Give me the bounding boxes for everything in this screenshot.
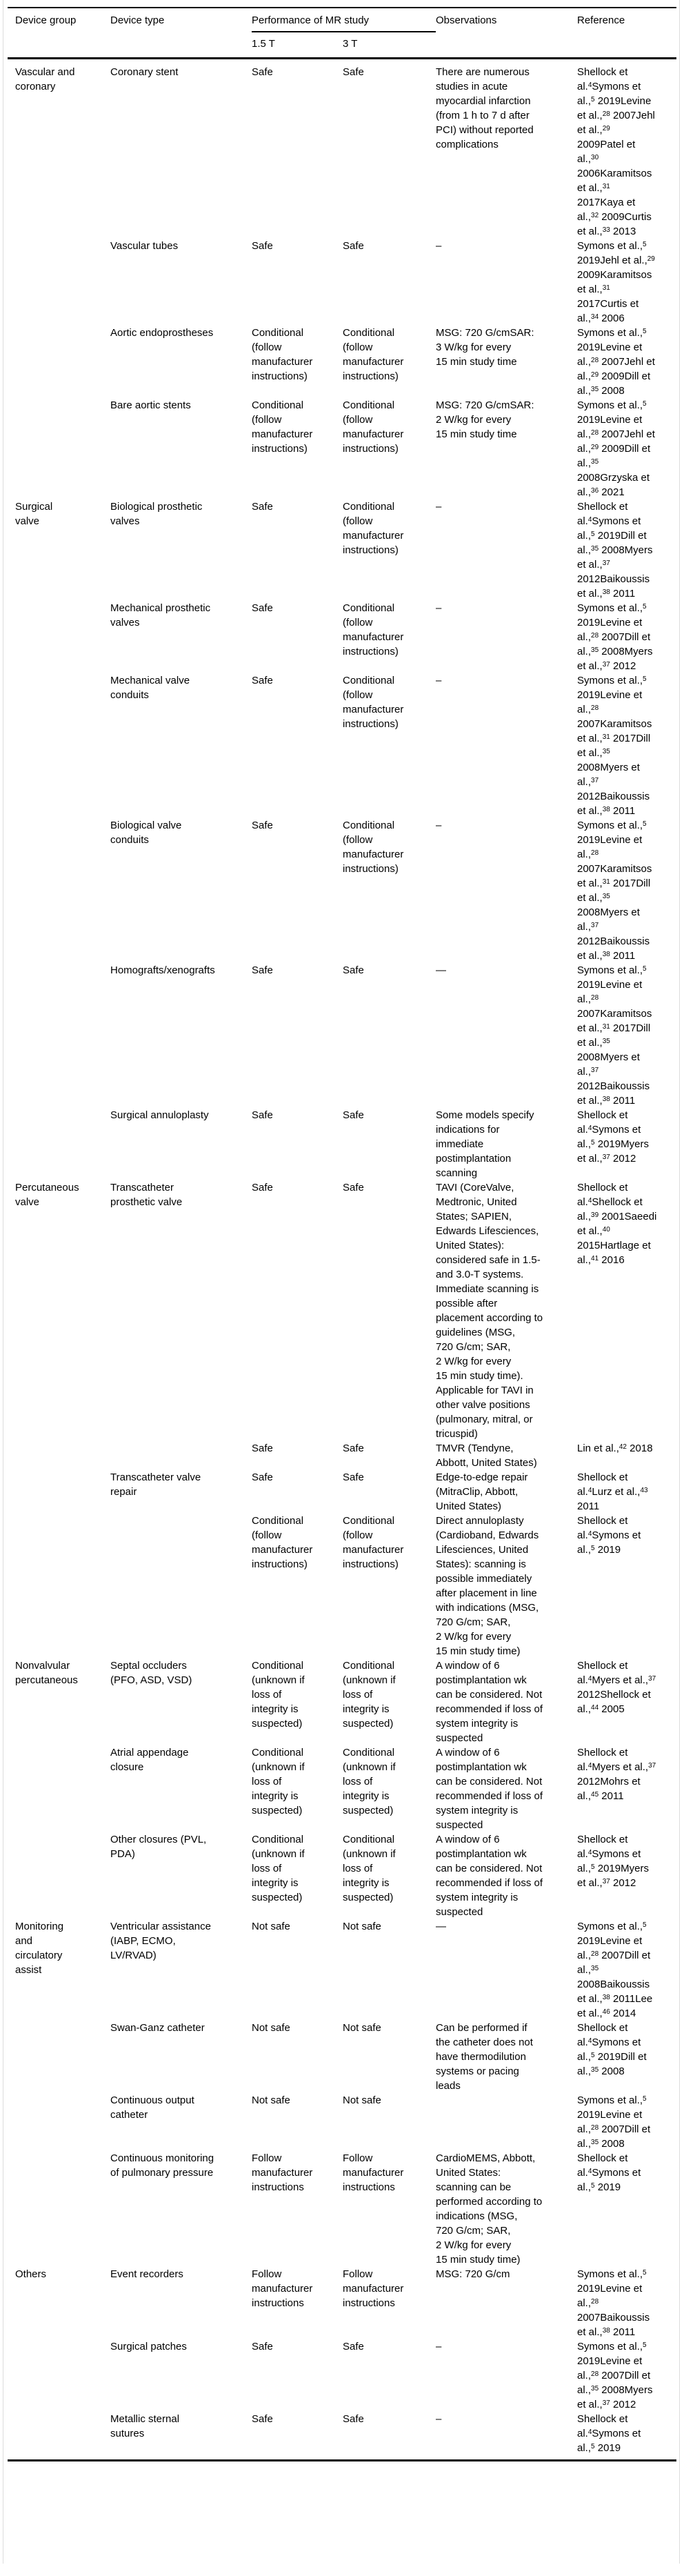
table-row [8,2151,676,2267]
citation-superscript: 5 [591,2443,595,2450]
reference-cell: Symons et al.,$^5$ 2019Levine et al.,$^{28}$ 2007Baikoussis et al.,$^{38}$ 2011 [577,2268,650,2338]
citation-superscript: 28 [591,429,599,437]
header-observations: Observations [436,14,497,26]
mr-3t-cell: Not safe [343,1921,381,1932]
citation-superscript: 4 [587,81,592,89]
citation-superscript: 5 [643,2269,647,2277]
mr-3t-cell: Safe [343,240,364,252]
citation-superscript: 4 [587,1675,592,1683]
citation-superscript: 29 [591,444,599,451]
mr-3t-cell: Follow manufacturer instructions [343,2268,404,2309]
device-type-cell: Homografts/xenografts [110,964,215,976]
citation-superscript: 33 [602,226,610,234]
mr-3t-cell: Conditional (follow manufacturer instructions) [343,602,404,657]
observations-cell: – [436,820,442,831]
mr-1-5t-cell: Safe [252,240,273,252]
citation-superscript: 5 [643,820,647,828]
reference-cell: Symons et al.,$^5$ 2019Levine et al.,$^{28}$ 2007Karamitsos et al.,$^{31}$ 2017Dill et al.,$^{35}$ 2008Myers et al.,$^{37}$ 2012Baikoussis et al.,$^{38}$ 2011 [577,675,652,817]
citation-superscript: 35 [591,1965,599,1972]
device-group-cell [8,601,110,673]
device-type-cell: Continuous monitoring of pulmonary pressure [110,2152,214,2179]
mr-3t-cell: Conditional (follow manufacturer instructions) [343,327,404,382]
reference-cell: Shellock et al.$^4$Symons et al.,$^5$ 2019Levine et al.,$^{28}$ 2007Jehl et al.,$^{29}$ 2009Patel et al.,$^{30}$ 2006Karamitsos et al.,$^{31}$ 2017Kaya et al.,$^{32}$ 2009Curtis et al.,$^{33}$ 2013 [577,66,655,237]
mr-3t-cell: Not safe [343,2022,381,2034]
mr-1-5t-cell: Conditional (follow manufacturer instructions) [252,1515,313,1570]
device-table-body [8,59,676,2461]
table-row [8,1745,676,1832]
device-group-cell: Percutaneous valve [15,1182,79,1208]
citation-superscript: 28 [602,110,610,118]
device-group-cell: Others [15,2268,47,2280]
citation-superscript: 30 [591,154,599,161]
mr-1-5t-cell: Safe [252,675,273,686]
citation-superscript: 5 [643,2341,647,2349]
mr-3t-cell: Safe [343,1443,364,1454]
citation-superscript: 4 [587,1530,592,1538]
citation-superscript: 37 [602,2399,610,2407]
citation-superscript: 46 [602,2008,610,2016]
mr-3t-cell: Follow manufacturer instructions [343,2152,404,2193]
reference-cell: Shellock et al.$^4$Symons et al.,$^5$ 2019 [577,1515,641,1556]
table-row [8,601,676,673]
device-group-cell [8,398,110,499]
table-row [8,499,676,601]
device-type-cell: Mechanical prosthetic valves [110,602,211,628]
reference-cell: Symons et al.,$^5$ 2019Levine et al.,$^{28}$ 2007Jehl et al.,$^{29}$ 2009Dill et al.,$^{35}$ 2008 [577,327,655,397]
citation-superscript: 31 [602,1023,610,1031]
device-type-cell: Transcatheter valve repair [110,1472,201,1498]
citation-superscript: 5 [591,1863,595,1871]
mr-3t-cell: Safe [343,2413,364,2425]
mr-safety-table [8,7,676,2461]
device-group-cell [8,2412,110,2461]
mr-1-5t-cell: Safe [252,964,273,976]
reference-cell: Symons et al.,$^5$ 2019Levine et al.,$^{28}$ 2007Dill et al.,$^{35}$ 2008Myers et al.,$^{37}$ 2012 [577,602,653,672]
table-row [8,1470,676,1514]
citation-superscript: 4 [587,2428,592,2436]
table-row [8,398,676,499]
reference-cell: Lin et al.,$^{42}$ 2018 [577,1443,653,1454]
header-performance-of-mr-study: Performance of MR study [252,8,436,32]
device-group-cell [8,2021,110,2093]
citation-superscript: 37 [591,922,599,929]
table-row [8,1832,676,1919]
table-row [8,1441,676,1470]
reference-cell: Symons et al.,$^5$ 2019Levine et al.,$^{28}$ 2007Dill et al.,$^{35}$ 2008 [577,2094,651,2150]
citation-superscript: 35 [591,386,599,393]
observations-cell: Direct annuloplasty (Cardioband, Edwards Lifesciences, United States): scanning is possible immediately after placement in line with indications (MSG, 720 G/cm; SAR, 2 W/kg for every 15 min study time) [436,1515,539,1657]
device-type-cell: Other closures (PVL, PDA) [110,1834,207,1860]
citation-superscript: 4 [587,1197,592,1205]
observations-cell: TMVR (Tendyne, Abbott, United States) [436,1443,537,1469]
device-group-cell [8,2339,110,2412]
device-type-cell: Mechanical valve conduits [110,675,190,701]
citation-superscript: 38 [602,951,610,958]
mr-1-5t-cell: Conditional (follow manufacturer instructions) [252,399,313,455]
mr-3t-cell: Conditional (unknown if loss of integrity is suspected) [343,1834,396,1903]
citation-superscript: 35 [602,1038,610,1045]
device-type-cell: Septal occluders (PFO, ASD, VSD) [110,1660,192,1686]
device-group-cell [8,1470,110,1514]
table-row [8,2093,676,2151]
mr-1-5t-cell: Safe [252,1109,273,1121]
device-type-cell: Aortic endoprostheses [110,327,214,339]
reference-cell: Shellock et al.$^4$Symons et al.,$^5$ 2019 [577,2413,641,2454]
citation-superscript: 39 [591,1211,599,1219]
mr-3t-cell: Conditional (follow manufacturer instructions) [343,501,404,556]
citation-superscript: 5 [591,1545,595,1552]
citation-superscript: 5 [643,241,647,248]
reference-cell: Shellock et al.$^4$Shellock et al.,$^{39}$ 2001Saeedi et al.,$^{40}$ 2015Hartlage et al.,$^{41}$ 2016 [577,1182,657,1266]
citation-superscript: 4 [587,1762,592,1770]
citation-superscript: 37 [602,1878,610,1885]
reference-cell: Symons et al.,$^5$ 2019Levine et al.,$^{28}$ 2007Jehl et al.,$^{29}$ 2009Dill et al.,$^{35}$ 2008Grzyska et al.,$^{36}$ 2021 [577,399,655,498]
citation-superscript: 37 [591,1067,599,1074]
citation-superscript: 31 [602,878,610,886]
citation-superscript: 28 [591,1950,599,1958]
citation-superscript: 41 [591,1255,599,1262]
citation-superscript: 35 [591,646,599,654]
citation-superscript: 5 [591,1139,595,1147]
observations-cell: A window of 6 postimplantation wk can be considered. Not recommended if loss of system integrity is suspected [436,1834,543,1918]
citation-superscript: 4 [587,2037,592,2045]
device-type-cell: Continuous output catheter [110,2094,194,2121]
citation-superscript: 38 [602,2327,610,2335]
table-row [8,1108,676,1180]
mr-3t-cell: Safe [343,1472,364,1483]
reference-cell: Shellock et al.$^4$Symons et al.,$^5$ 2019Dill et al.,$^{35}$ 2008 [577,2022,647,2077]
device-type-cell: Ventricular assistance (IABP, ECMO, LV/RVAD) [110,1921,211,1961]
device-group-cell [8,818,110,963]
device-type-cell: Surgical annuloplasty [110,1109,209,1121]
mr-1-5t-cell: Safe [252,2413,273,2425]
citation-superscript: 28 [591,2298,599,2306]
mr-1-5t-cell: Follow manufacturer instructions [252,2268,313,2309]
citation-superscript: 35 [591,2139,599,2146]
mr-3t-cell: Safe [343,1182,364,1193]
citation-superscript: 32 [591,212,599,219]
mr-3t-cell: Safe [343,964,364,976]
mr-3t-cell: Conditional (follow manufacturer instructions) [343,399,404,455]
citation-superscript: 45 [591,1791,599,1799]
citation-superscript: 29 [602,125,610,132]
citation-superscript: 5 [643,603,647,611]
citation-superscript: 37 [602,661,610,668]
reference-cell: Shellock et al.$^4$Lurz et al.,$^{43}$ 2011 [577,1472,648,1512]
observations-cell: — [436,964,446,976]
document-page [3,0,680,2564]
device-group-cell: Vascular and coronary [15,66,75,92]
device-group-cell [8,1514,110,1658]
mr-1-5t-cell: Safe [252,1443,273,1454]
citation-superscript: 5 [643,2095,647,2103]
citation-superscript: 5 [643,400,647,408]
reference-cell: Shellock et al.$^4$Symons et al.,$^5$ 2019 [577,2152,641,2193]
observations-cell: — [436,1921,446,1932]
citation-superscript: 37 [591,777,599,784]
citation-superscript: 5 [643,675,647,683]
device-group-cell [8,2151,110,2267]
header-reference: Reference [577,14,625,26]
device-group-cell [8,1108,110,1180]
device-type-cell: Atrial appendage closure [110,1747,189,1773]
observations-cell: – [436,501,442,513]
table-row [8,818,676,963]
citation-superscript: 28 [591,994,599,1002]
citation-superscript: 44 [591,1704,599,1712]
mr-1-5t-cell: Safe [252,501,273,513]
table-row [8,2267,676,2339]
observations-cell: TAVI (CoreValve, Medtronic, United States; SAPIEN, Edwards Lifesciences, United States): considered safe in 1.5- and 3.0-T systems. Immediate scanning is possible after placement according to guidelines (MSG, 720 G/cm; SAR, 2 W/kg for every 15 min study time). Applicable for TAVI in other valve positions (pulmonary, mitral, or tricuspid) [436,1182,543,1440]
citation-superscript: 28 [591,632,599,640]
device-group-cell [8,1832,110,1919]
citation-superscript: 43 [640,1487,648,1494]
table-row [8,239,676,326]
citation-superscript: 38 [602,1096,610,1103]
citation-superscript: 5 [643,965,647,973]
observations-cell: Edge-to-edge repair (MitraClip, Abbott, United States) [436,1472,528,1512]
observations-cell: MSG: 720 G/cm [436,2268,510,2280]
citation-superscript: 40 [602,1226,610,1233]
device-type-cell: Bare aortic stents [110,399,191,411]
citation-superscript: 4 [587,2168,592,2175]
citation-superscript: 28 [591,849,599,857]
mr-3t-cell: Conditional (unknown if loss of integrity is suspected) [343,1660,396,1730]
header-device-group: Device group [15,14,77,26]
citation-superscript: 34 [591,313,599,321]
mr-1-5t-cell: Safe [252,2341,273,2352]
citation-superscript: 37 [602,559,610,567]
device-group-cell [8,239,110,326]
citation-superscript: 5 [591,2182,595,2190]
observations-cell: – [436,2413,442,2425]
table-row [8,963,676,1108]
citation-superscript: 38 [602,588,610,596]
citation-superscript: 38 [602,1994,610,2001]
device-group-cell [8,326,110,398]
device-group-cell: Nonvalvular percutaneous [15,1660,78,1686]
citation-superscript: 4 [587,1124,592,1132]
mr-1-5t-cell: Conditional (unknown if loss of integrity is suspected) [252,1660,305,1730]
device-group-cell [8,1745,110,1832]
observations-cell: MSG: 720 G/cmSAR: 3 W/kg for every 15 min study time [436,327,534,368]
reference-cell: Symons et al.,$^5$ 2019Levine et al.,$^{28}$ 2007Karamitsos et al.,$^{31}$ 2017Dill et al.,$^{35}$ 2008Myers et al.,$^{37}$ 2012Baikoussis et al.,$^{38}$ 2011 [577,820,652,962]
device-type-cell: Swan-Ganz catheter [110,2022,205,2034]
citation-superscript: 38 [602,806,610,813]
table-row [8,2412,676,2461]
citation-superscript: 28 [591,2124,599,2132]
observations-cell: MSG: 720 G/cmSAR: 2 W/kg for every 15 min study time [436,399,534,440]
mr-3t-cell: Conditional (follow manufacturer instructions) [343,820,404,875]
citation-superscript: 4 [587,1487,592,1494]
mr-1-5t-cell: Safe [252,1472,273,1483]
citation-superscript: 35 [602,893,610,900]
mr-3t-cell: Safe [343,1109,364,1121]
mr-1-5t-cell: Conditional (unknown if loss of integrity is suspected) [252,1747,305,1816]
header-device-type: Device type [110,14,165,26]
observations-cell: Some models specify indications for immediate postimplantation scanning [436,1109,534,1179]
citation-superscript: 37 [648,1675,656,1683]
citation-superscript: 31 [602,183,610,190]
table-row [8,2339,676,2412]
citation-superscript: 28 [591,704,599,712]
citation-superscript: 29 [647,255,655,263]
mr-3t-cell: Not safe [343,2094,381,2106]
device-type-cell [110,1514,252,1658]
reference-cell: Shellock et al.$^4$Symons et al.,$^5$ 2019Myers et al.,$^{37}$ 2012 [577,1109,649,1165]
reference-cell: Symons et al.,$^5$ 2019Levine et al.,$^{28}$ 2007Dill et al.,$^{35}$ 2008Baikoussis et al.,$^{38}$ 2011Lee et al.,$^{46}$ 2014 [577,1921,653,2019]
device-type-cell: Surgical patches [110,2341,187,2352]
table-row [8,1919,676,2021]
observations-cell [436,2093,577,2151]
table-row [8,59,676,239]
mr-1-5t-cell: Safe [252,820,273,831]
mr-1-5t-cell: Not safe [252,2022,290,2034]
citation-superscript: 4 [587,516,592,524]
device-type-cell: Vascular tubes [110,240,179,252]
observations-cell: Can be performed if the catheter does not have thermodilution systems or pacing leads [436,2022,533,2092]
reference-cell: Shellock et al.$^4$Myers et al.,$^{37}$ 2012Mohrs et al.,$^{45}$ 2011 [577,1747,656,1802]
mr-3t-cell: Conditional (follow manufacturer instructions) [343,675,404,730]
citation-superscript: 5 [591,531,595,538]
mr-1-5t-cell: Not safe [252,2094,290,2106]
citation-superscript: 29 [591,371,599,379]
citation-superscript: 35 [591,2385,599,2392]
device-group-cell: Monitoring and circulatory assist [15,1921,64,1976]
table-row [8,1658,676,1745]
reference-cell: Shellock et al.$^4$Symons et al.,$^5$ 2019Dill et al.,$^{35}$ 2008Myers et al.,$^{37}$ 2012Baikoussis et al.,$^{38}$ 2011 [577,501,653,600]
citation-superscript: 5 [591,2052,595,2059]
device-group-cell: Surgical valve [15,501,53,527]
device-type-cell: Event recorders [110,2268,183,2280]
citation-superscript: 35 [591,545,599,553]
mr-1-5t-cell: Not safe [252,1921,290,1932]
mr-1-5t-cell: Safe [252,66,273,78]
device-type-cell: Transcatheter prosthetic valve [110,1182,183,1208]
reference-cell: Shellock et al.$^4$Symons et al.,$^5$ 2019Myers et al.,$^{37}$ 2012 [577,1834,649,1889]
citation-superscript: 31 [602,733,610,741]
table-row [8,326,676,398]
citation-superscript: 36 [591,487,599,495]
table-header [8,8,676,59]
mr-1-5t-cell: Safe [252,1182,273,1193]
observations-cell: – [436,675,442,686]
observations-cell: A window of 6 postimplantation wk can be considered. Not recommended if loss of system integrity is suspected [436,1660,543,1744]
observations-cell: CardioMEMS, Abbott, United States: scanning can be performed according to indications (MSG, 720 G/cm; SAR, 2 W/kg for every 15 min study time) [436,2152,543,2266]
citation-superscript: 5 [591,96,595,103]
device-group-cell [8,963,110,1108]
mr-3t-cell: Safe [343,66,364,78]
observations-cell: – [436,602,442,614]
table-row [8,2021,676,2093]
device-type-cell [110,1441,252,1470]
device-type-cell: Metallic sternal sutures [110,2413,180,2439]
citation-superscript: 31 [602,284,610,292]
mr-1-5t-cell: Conditional (unknown if loss of integrity is suspected) [252,1834,305,1903]
device-type-cell: Coronary stent [110,66,179,78]
observations-cell: – [436,2341,442,2352]
citation-superscript: 35 [602,748,610,755]
mr-1-5t-cell: Conditional (follow manufacturer instructions) [252,327,313,382]
observations-cell: A window of 6 postimplantation wk can be considered. Not recommended if loss of system integrity is suspected [436,1747,543,1831]
reference-cell: Shellock et al.$^4$Myers et al.,$^{37}$ 2012Shellock et al.,$^{44}$ 2005 [577,1660,656,1715]
table-row [8,1180,676,1441]
citation-superscript: 37 [602,1153,610,1161]
citation-superscript: 28 [591,2370,599,2378]
device-group-cell [8,2093,110,2151]
device-group-cell [8,673,110,818]
citation-superscript: 35 [591,2066,599,2074]
header-row-main [8,8,676,32]
citation-superscript: 42 [618,1443,627,1451]
mr-3t-cell: Safe [343,2341,364,2352]
citation-superscript: 28 [591,357,599,364]
citation-superscript: 37 [648,1762,656,1770]
table-row [8,1514,676,1658]
reference-cell: Symons et al.,$^5$ 2019Levine et al.,$^{28}$ 2007Dill et al.,$^{35}$ 2008Myers et al.,$^{37}$ 2012 [577,2341,653,2410]
citation-superscript: 35 [591,458,599,466]
device-type-cell: Biological prosthetic valves [110,501,203,527]
header-1-5-t: 1.5 T [252,38,275,50]
mr-1-5t-cell: Safe [252,602,273,614]
reference-cell: Symons et al.,$^5$ 2019Jehl et al.,$^{29}$ 2009Karamitsos et al.,$^{31}$ 2017Curtis et al.,$^{34}$ 2006 [577,240,655,324]
citation-superscript: 4 [587,1849,592,1856]
observations-cell: – [436,240,442,252]
header-3-t: 3 T [343,38,358,50]
mr-1-5t-cell: Follow manufacturer instructions [252,2152,313,2193]
device-group-cell [8,1441,110,1470]
device-type-cell: Biological valve conduits [110,820,182,846]
mr-3t-cell: Conditional (unknown if loss of integrity is suspected) [343,1747,396,1816]
reference-cell: Symons et al.,$^5$ 2019Levine et al.,$^{28}$ 2007Karamitsos et al.,$^{31}$ 2017Dill et al.,$^{35}$ 2008Myers et al.,$^{37}$ 2012Baikoussis et al.,$^{38}$ 2011 [577,964,652,1107]
table-row [8,673,676,818]
mr-3t-cell: Conditional (follow manufacturer instructions) [343,1515,404,1570]
observations-cell: There are numerous studies in acute myocardial infarction (from 1 h to 7 d after PCI) without reported complications [436,66,534,150]
citation-superscript: 5 [643,328,647,335]
citation-superscript: 5 [643,1921,647,1929]
